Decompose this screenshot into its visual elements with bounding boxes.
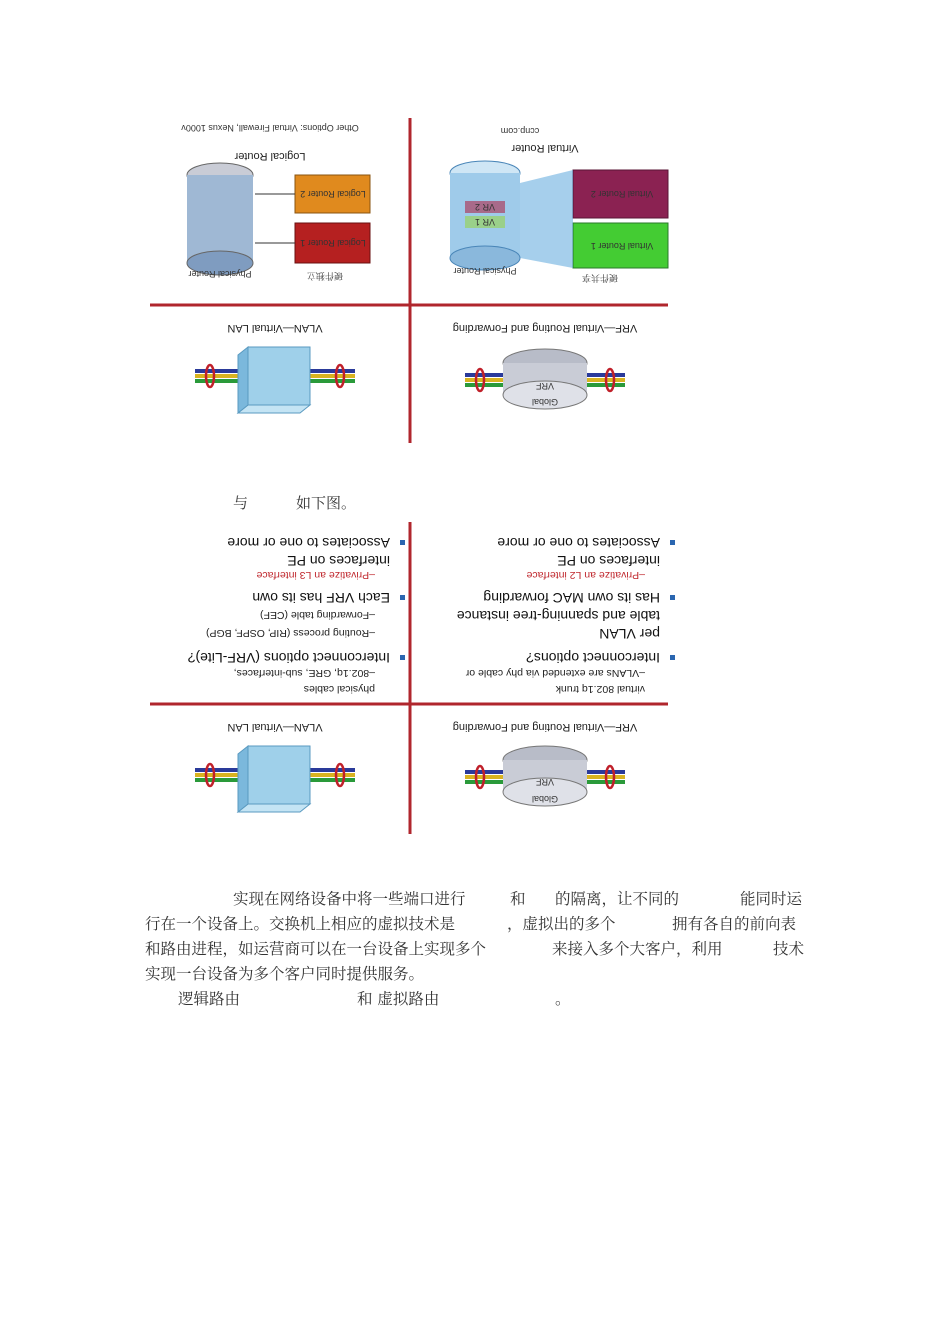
- vrf-bullet-3: Interconnect options (VRF-Lite)?: [187, 650, 390, 666]
- vr1-tag: VR 1: [474, 217, 496, 227]
- vlan-bullet-1a: Associates to one or more: [497, 535, 660, 551]
- para-line-4: [145, 962, 810, 987]
- para-l5-s3: 。: [555, 990, 571, 1008]
- vrf-bullets: [187, 535, 405, 695]
- para-l3-s1: 和路由进程，如运营商可以在一台设备上实现多个: [145, 940, 487, 958]
- para-l5-s2: 和 虚拟路由: [357, 990, 440, 1008]
- vr2-box-label: Virtual Router 2: [590, 189, 654, 199]
- lr-physical-label: Physical Router: [188, 269, 252, 279]
- para-line-2: [145, 912, 810, 937]
- para-l3-s3: 技术: [773, 940, 805, 958]
- para-l1-s1: 实现在网络设备中将一些端口进行: [233, 890, 466, 908]
- vlan-title-2: VLAN—Virtual LAN: [227, 721, 323, 733]
- vrf-bullet-1b: interfaces on PE: [287, 553, 390, 569]
- vlan-red-note: –Privatize an L2 interface: [526, 569, 645, 581]
- vlan-sub-1: –VLANs are extended via phy cable or: [465, 667, 645, 679]
- vrf-sub-2: –Routing process (RIP, OSPF, BGP): [205, 627, 375, 639]
- para-l5-s1: 逻辑路由: [178, 990, 241, 1008]
- vrf-sub-1: –Forwarding table (CEF): [260, 609, 375, 621]
- vrf-bullet-2: Each VRF has its own: [252, 590, 390, 606]
- caption-left: 与: [233, 494, 249, 512]
- vrf-title: VRF—Virtual Routing and Forwarding: [452, 322, 638, 334]
- vlan-bullet-3: Interconnect options?: [526, 650, 660, 666]
- virtual-router-title: Virtual Router: [511, 142, 579, 154]
- vrf-diagram: [453, 721, 637, 806]
- other-options-note: Other Options: Virtual Firewall, Nexus 1000v: [181, 123, 359, 133]
- logical-router-title: Logical Router: [234, 150, 306, 162]
- para-l4-s1: 实现一台设备为多个客户同时提供服务。: [145, 965, 425, 983]
- para-l1-s2: 和: [510, 890, 526, 908]
- vrf-tag-2: VRF: [536, 777, 554, 787]
- lr2-label: Logical Router 2: [300, 189, 366, 199]
- para-l3-s2: 来接入多个大客户，利用: [552, 940, 723, 958]
- switch-box: [248, 347, 310, 405]
- shared-hw-label: 硬件共享: [581, 273, 619, 283]
- global-tag: Global: [531, 397, 559, 407]
- figure-vlan-vrf-comparison: [140, 522, 680, 834]
- figure-virtualization-quadrants: [140, 118, 680, 443]
- vlan-bullets: [457, 535, 675, 695]
- para-l2-s3: 拥有各自的前向表: [672, 915, 797, 933]
- para-l1-s4: 能同时运: [740, 890, 803, 908]
- vlan-quadrant-top: [195, 322, 355, 413]
- para-l2-s1: 行在一个设备上。交换机上相应的虚拟技术是: [145, 915, 456, 933]
- vrf-red-note: –Privatize an L3 interface: [256, 569, 375, 581]
- para-line-5: [145, 987, 810, 1012]
- vlan-bullet-2c: per VLAN: [599, 626, 660, 642]
- para-line-1: [145, 887, 810, 912]
- vlan-bullet-2b: table and spanning-tree instance: [456, 608, 660, 624]
- vlan-sub-2: virtual 802.1q trunk: [555, 683, 645, 695]
- vr-physical-label: Physical Router: [453, 266, 517, 276]
- vr1-box-label: Virtual Router 1: [590, 241, 654, 251]
- vrf-sub-3: –802.1q, GRE, sub-interfaces,: [233, 667, 375, 679]
- vrf-sub-4: physical cables: [303, 683, 375, 695]
- global-tag-2: Global: [531, 794, 559, 804]
- watermark: ccnp.com: [500, 126, 540, 136]
- para-line-3: [145, 937, 810, 962]
- vrf-tag: VRF: [536, 381, 554, 391]
- vrf-quadrant-top: [453, 322, 637, 409]
- lr1-label: Logical Router 1: [300, 238, 366, 248]
- virtual-router-quadrant: [450, 126, 668, 284]
- independent-hw-label: 硬件独立: [306, 271, 344, 281]
- caption-right: 如下图。: [296, 494, 357, 512]
- para-l2-s2: ，虚拟出的多个: [507, 915, 616, 933]
- para-l1-s3: 的隔离，让不同的: [555, 890, 680, 908]
- figure-2-svg: [140, 522, 680, 834]
- vrf-bullet-1a: Associates to one or more: [227, 535, 390, 551]
- vlan-bullet-2a: Has its own MAC forwarding: [483, 590, 660, 606]
- vlan-diagram: [195, 721, 355, 812]
- vrf-title-2: VRF—Virtual Routing and Forwarding: [452, 721, 638, 733]
- vr2-tag: VR 2: [474, 202, 496, 212]
- figure-1-svg: [140, 118, 680, 443]
- vlan-title: VLAN—Virtual LAN: [227, 322, 323, 334]
- logical-router-quadrant: [181, 123, 370, 282]
- body-paragraph: [145, 887, 810, 1012]
- vlan-bullet-1b: interfaces on PE: [557, 553, 660, 569]
